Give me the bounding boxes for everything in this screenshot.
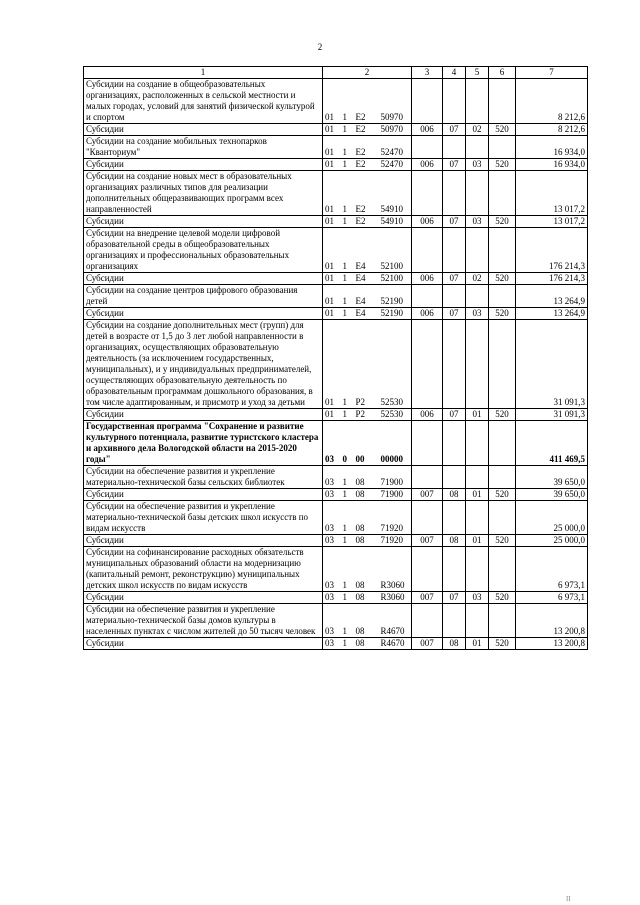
code-program: 03 xyxy=(323,535,341,547)
code-expense-type: 520 xyxy=(489,159,516,171)
code-ministry xyxy=(412,421,443,466)
row-name: Субсидии на обеспечение развития и укрепление материально-технической базы детских школ искусств по видам искусств xyxy=(84,501,323,535)
code-direction: E2 xyxy=(354,171,379,216)
table-row xyxy=(84,124,588,136)
row-amount: 13 017,2 xyxy=(516,171,588,216)
code-program: 03 xyxy=(323,604,341,638)
code-expense-type xyxy=(489,136,516,159)
header-row xyxy=(84,67,588,79)
code-section: 07 xyxy=(443,124,466,136)
code-subprogram: 1 xyxy=(341,273,354,285)
code-expense-type: 520 xyxy=(489,592,516,604)
code-section xyxy=(443,547,466,592)
code-expense: 50970 xyxy=(379,124,412,136)
code-expense: 52530 xyxy=(379,409,412,421)
code-direction: E2 xyxy=(354,159,379,171)
row-name: Субсидии xyxy=(84,124,323,136)
code-direction: E2 xyxy=(354,136,379,159)
code-section xyxy=(443,285,466,308)
code-section xyxy=(443,79,466,124)
page-number: 2 xyxy=(317,42,323,52)
code-expense-type xyxy=(489,171,516,216)
code-subprogram: 1 xyxy=(341,547,354,592)
code-expense-type xyxy=(489,604,516,638)
code-ministry: 006 xyxy=(412,159,443,171)
code-subprogram: 0 xyxy=(341,421,354,466)
row-amount: 25 000,0 xyxy=(516,535,588,547)
code-expense-type: 520 xyxy=(489,308,516,320)
code-program: 01 xyxy=(323,228,341,273)
code-expense: 00000 xyxy=(379,421,412,466)
row-amount: 13 017,2 xyxy=(516,216,588,228)
row-amount: 411 469,5 xyxy=(516,421,588,466)
code-expense: 54910 xyxy=(379,171,412,216)
code-expense: 52190 xyxy=(379,285,412,308)
row-name: Субсидии xyxy=(84,216,323,228)
code-expense-type xyxy=(489,228,516,273)
header-col-5: 5 xyxy=(466,67,489,79)
code-direction: E2 xyxy=(354,124,379,136)
table-row xyxy=(84,228,588,273)
code-subprogram: 1 xyxy=(341,409,354,421)
row-amount: 31 091,3 xyxy=(516,320,588,409)
code-program: 01 xyxy=(323,159,341,171)
code-ministry xyxy=(412,604,443,638)
table-row xyxy=(84,285,588,308)
code-expense: R3060 xyxy=(379,592,412,604)
table-row xyxy=(84,421,588,466)
code-section xyxy=(443,171,466,216)
code-section: 08 xyxy=(443,535,466,547)
code-subsection xyxy=(466,320,489,409)
table-row xyxy=(84,308,588,320)
code-program: 01 xyxy=(323,171,341,216)
code-direction: 08 xyxy=(354,547,379,592)
code-subsection xyxy=(466,421,489,466)
code-expense-type xyxy=(489,79,516,124)
code-subsection: 03 xyxy=(466,308,489,320)
code-expense: 52100 xyxy=(379,228,412,273)
code-program: 01 xyxy=(323,79,341,124)
row-name: Субсидии на создание в общеобразовательных организациях, расположенных в сельской местности и малых городах, условий для занятий физической культурой и спортом xyxy=(84,79,323,124)
code-ministry: 006 xyxy=(412,216,443,228)
table-row xyxy=(84,216,588,228)
code-subprogram: 1 xyxy=(341,228,354,273)
code-subprogram: 1 xyxy=(341,216,354,228)
code-subsection xyxy=(466,136,489,159)
header-col-4: 4 xyxy=(443,67,466,79)
code-subsection xyxy=(466,228,489,273)
header-col-7: 7 xyxy=(516,67,588,79)
code-program: 01 xyxy=(323,216,341,228)
row-amount: 6 973,1 xyxy=(516,592,588,604)
code-subprogram: 1 xyxy=(341,592,354,604)
code-subsection: 03 xyxy=(466,159,489,171)
row-amount: 8 212,6 xyxy=(516,124,588,136)
row-amount: 176 214,3 xyxy=(516,228,588,273)
code-program: 01 xyxy=(323,308,341,320)
code-expense-type: 520 xyxy=(489,489,516,501)
code-expense-type xyxy=(489,547,516,592)
code-expense: 52470 xyxy=(379,136,412,159)
code-section: 07 xyxy=(443,273,466,285)
code-expense-type xyxy=(489,501,516,535)
row-name: Субсидии на внедрение целевой модели цифровой образовательной среды в общеобразовательных организациях и профессиональных образовательных организациях xyxy=(84,228,323,273)
row-amount: 8 212,6 xyxy=(516,79,588,124)
code-subsection xyxy=(466,501,489,535)
code-subsection: 01 xyxy=(466,409,489,421)
code-section: 07 xyxy=(443,308,466,320)
row-amount: 6 973,1 xyxy=(516,547,588,592)
code-ministry xyxy=(412,136,443,159)
code-expense-type: 520 xyxy=(489,638,516,650)
table-row xyxy=(84,136,588,159)
code-program: 03 xyxy=(323,638,341,650)
row-name: Субсидии xyxy=(84,535,323,547)
row-amount: 39 650,0 xyxy=(516,489,588,501)
code-ministry: 006 xyxy=(412,409,443,421)
table-row xyxy=(84,79,588,124)
row-name: Субсидии на создание новых мест в образовательных организациях различных типов для реализации дополнительных общеразвивающих программ всех направленностей xyxy=(84,171,323,216)
row-name: Субсидии xyxy=(84,159,323,171)
code-subprogram: 1 xyxy=(341,320,354,409)
code-subsection xyxy=(466,547,489,592)
code-expense: R4670 xyxy=(379,638,412,650)
header-col-6: 6 xyxy=(489,67,516,79)
table-row xyxy=(84,489,588,501)
code-ministry xyxy=(412,228,443,273)
row-amount: 39 650,0 xyxy=(516,466,588,489)
code-subsection: 01 xyxy=(466,489,489,501)
row-amount: 13 264,9 xyxy=(516,308,588,320)
code-expense-type: 520 xyxy=(489,535,516,547)
code-section xyxy=(443,501,466,535)
row-amount: 13 264,9 xyxy=(516,285,588,308)
row-name: Субсидии на создание центров цифрового образования детей xyxy=(84,285,323,308)
code-subsection xyxy=(466,79,489,124)
code-subprogram: 1 xyxy=(341,171,354,216)
table-row xyxy=(84,273,588,285)
code-subprogram: 1 xyxy=(341,501,354,535)
code-expense: R3060 xyxy=(379,547,412,592)
code-expense: 52100 xyxy=(379,273,412,285)
code-expense: 71920 xyxy=(379,501,412,535)
code-direction: 08 xyxy=(354,604,379,638)
code-ministry: 006 xyxy=(412,273,443,285)
header-col-1: 1 xyxy=(84,67,323,79)
code-subprogram: 1 xyxy=(341,535,354,547)
code-subsection: 02 xyxy=(466,273,489,285)
code-program: 03 xyxy=(323,501,341,535)
code-subprogram: 1 xyxy=(341,466,354,489)
row-name: Субсидии xyxy=(84,409,323,421)
code-expense: 52530 xyxy=(379,320,412,409)
code-direction: 08 xyxy=(354,489,379,501)
code-ministry: 007 xyxy=(412,489,443,501)
code-ministry xyxy=(412,547,443,592)
code-program: 01 xyxy=(323,285,341,308)
code-subsection: 03 xyxy=(466,592,489,604)
row-name: Субсидии на обеспечение развития и укрепление материально-технической базы домов культуры в населенных пунктах с числом жителей до 50 тысяч человек xyxy=(84,604,323,638)
code-subprogram: 1 xyxy=(341,638,354,650)
code-expense-type: 520 xyxy=(489,273,516,285)
code-ministry xyxy=(412,501,443,535)
budget-table xyxy=(83,66,588,650)
code-program: 01 xyxy=(323,136,341,159)
row-name: Субсидии xyxy=(84,638,323,650)
table-row xyxy=(84,159,588,171)
code-subsection: 03 xyxy=(466,216,489,228)
code-ministry: 006 xyxy=(412,308,443,320)
code-direction: 00 xyxy=(354,421,379,466)
code-ministry: 006 xyxy=(412,124,443,136)
code-expense-type xyxy=(489,320,516,409)
code-program: 01 xyxy=(323,124,341,136)
code-ministry xyxy=(412,171,443,216)
code-ministry: 007 xyxy=(412,535,443,547)
code-direction: P2 xyxy=(354,409,379,421)
code-section: 08 xyxy=(443,638,466,650)
code-direction: 08 xyxy=(354,592,379,604)
row-name: Субсидии на софинансирование расходных обязательств муниципальных образований области на модернизацию (капитальный ремонт, реконструкцию) муниципальных детских школ искусств по видам искусств xyxy=(84,547,323,592)
code-direction: 08 xyxy=(354,638,379,650)
code-direction: 08 xyxy=(354,535,379,547)
row-amount: 13 200,8 xyxy=(516,638,588,650)
code-subsection xyxy=(466,171,489,216)
code-ministry xyxy=(412,466,443,489)
code-direction: E2 xyxy=(354,79,379,124)
code-subprogram: 1 xyxy=(341,285,354,308)
table-row xyxy=(84,171,588,216)
code-expense-type: 520 xyxy=(489,124,516,136)
code-subprogram: 1 xyxy=(341,604,354,638)
table-row xyxy=(84,501,588,535)
corner-mark: II xyxy=(566,895,571,903)
code-section: 07 xyxy=(443,159,466,171)
code-ministry xyxy=(412,79,443,124)
code-program: 03 xyxy=(323,547,341,592)
code-direction: 08 xyxy=(354,466,379,489)
table-row xyxy=(84,604,588,638)
code-program: 01 xyxy=(323,273,341,285)
code-subsection: 02 xyxy=(466,124,489,136)
row-name: Субсидии xyxy=(84,489,323,501)
code-expense: R4670 xyxy=(379,604,412,638)
code-expense: 71900 xyxy=(379,466,412,489)
code-subprogram: 1 xyxy=(341,79,354,124)
code-subprogram: 1 xyxy=(341,308,354,320)
code-direction: E4 xyxy=(354,308,379,320)
row-amount: 16 934,0 xyxy=(516,136,588,159)
code-section: 08 xyxy=(443,489,466,501)
row-name: Государственная программа "Сохранение и развитие культурного потенциала, развитие туристского кластера и архивного дела Вологодской области на 2015-2020 годы" xyxy=(84,421,323,466)
code-expense-type xyxy=(489,285,516,308)
code-section xyxy=(443,320,466,409)
code-direction: E4 xyxy=(354,228,379,273)
row-name: Субсидии xyxy=(84,308,323,320)
code-ministry xyxy=(412,320,443,409)
code-section xyxy=(443,228,466,273)
code-expense: 50970 xyxy=(379,79,412,124)
code-program: 01 xyxy=(323,320,341,409)
code-section xyxy=(443,466,466,489)
code-section xyxy=(443,421,466,466)
row-amount: 25 000,0 xyxy=(516,501,588,535)
code-program: 03 xyxy=(323,592,341,604)
code-expense: 52190 xyxy=(379,308,412,320)
row-name: Субсидии xyxy=(84,592,323,604)
code-section xyxy=(443,136,466,159)
code-subsection: 01 xyxy=(466,638,489,650)
table-row xyxy=(84,535,588,547)
code-expense-type xyxy=(489,466,516,489)
header-col-2: 2 xyxy=(323,67,412,79)
code-expense-type xyxy=(489,421,516,466)
row-name: Субсидии на создание мобильных технопарков "Кванториум" xyxy=(84,136,323,159)
code-direction: P2 xyxy=(354,320,379,409)
code-section xyxy=(443,604,466,638)
code-section: 07 xyxy=(443,216,466,228)
code-subprogram: 1 xyxy=(341,136,354,159)
row-name: Субсидии xyxy=(84,273,323,285)
code-program: 03 xyxy=(323,466,341,489)
code-section: 07 xyxy=(443,592,466,604)
table-row xyxy=(84,409,588,421)
table-row xyxy=(84,320,588,409)
table-row xyxy=(84,592,588,604)
table-row xyxy=(84,466,588,489)
code-expense-type: 520 xyxy=(489,216,516,228)
row-amount: 176 214,3 xyxy=(516,273,588,285)
code-subprogram: 1 xyxy=(341,159,354,171)
code-subprogram: 1 xyxy=(341,489,354,501)
table-row xyxy=(84,638,588,650)
code-ministry: 007 xyxy=(412,638,443,650)
code-ministry: 007 xyxy=(412,592,443,604)
code-direction: E2 xyxy=(354,216,379,228)
code-program: 01 xyxy=(323,409,341,421)
code-subsection xyxy=(466,604,489,638)
code-subsection xyxy=(466,285,489,308)
code-program: 03 xyxy=(323,489,341,501)
code-expense-type: 520 xyxy=(489,409,516,421)
row-amount: 31 091,3 xyxy=(516,409,588,421)
code-subsection xyxy=(466,466,489,489)
code-subprogram: 1 xyxy=(341,124,354,136)
code-expense: 54910 xyxy=(379,216,412,228)
code-expense: 71920 xyxy=(379,535,412,547)
header-col-3: 3 xyxy=(412,67,443,79)
row-amount: 16 934,0 xyxy=(516,159,588,171)
row-amount: 13 200,8 xyxy=(516,604,588,638)
row-name: Субсидии на обеспечение развития и укрепление материально-технической базы сельских библиотек xyxy=(84,466,323,489)
code-ministry xyxy=(412,285,443,308)
code-direction: E4 xyxy=(354,273,379,285)
code-program: 03 xyxy=(323,421,341,466)
code-expense: 71900 xyxy=(379,489,412,501)
code-direction: E4 xyxy=(354,285,379,308)
table-row xyxy=(84,547,588,592)
code-direction: 08 xyxy=(354,501,379,535)
code-expense: 52470 xyxy=(379,159,412,171)
code-subsection: 01 xyxy=(466,535,489,547)
row-name: Субсидии на создание дополнительных мест (групп) для детей в возрасте от 1,5 до 3 лет любой направленности в организациях, осуществляющих образовательную деятельность (за исключением государственных, муниципальных), и у индивидуальных предпринимателей, осуществляющих образовательную деятельность по образовательным программам дошкольного образования, в том числе адаптированным, и присмотр и уход за детьми xyxy=(84,320,323,409)
code-section: 07 xyxy=(443,409,466,421)
